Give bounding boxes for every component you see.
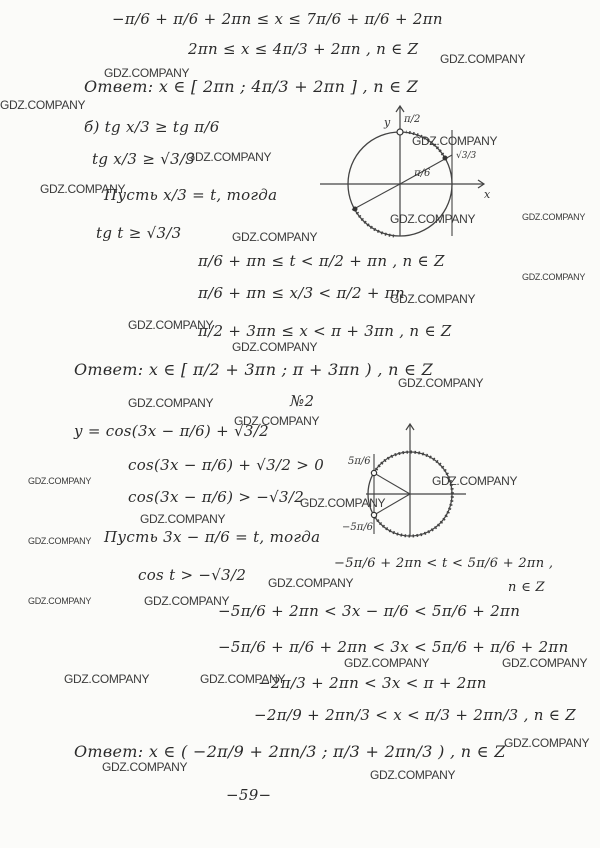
- ray-5pi6: [374, 473, 410, 494]
- watermark: GDZ.COMPANY: [232, 230, 318, 244]
- x-interval-2: −2π/9 + 2πn/3 < x < π/3 + 2πn/3 , n ∈ Z: [254, 706, 576, 724]
- inequality-line-1: −π/6 + π/6 + 2πn ≤ x ≤ 7π/6 + π/6 + 2πn: [112, 10, 443, 28]
- watermark: GDZ.COMPANY: [522, 272, 586, 282]
- watermark: GDZ.COMPANY: [268, 576, 354, 590]
- shaded-arc-lower: [355, 209, 394, 236]
- answer-2: Ответ: x ∈ ( −2π/9 + 2πn/3 ; π/3 + 2πn/3 ) , n ∈ Z: [74, 742, 506, 761]
- cos-inequality: cos(3x − π/6) > −√3/2: [128, 488, 305, 506]
- double-inequality-2: −5π/6 + π/6 + 2πn < 3x < 5π/6 + π/6 + 2πn: [218, 638, 569, 656]
- answer-b: Ответ: x ∈ [ π/2 + 3πn ; π + 3πn ) , n ∈ Z: [74, 360, 434, 379]
- task-number: №2: [290, 392, 315, 410]
- watermark: GDZ.COMPANY: [344, 656, 430, 670]
- watermark: GDZ.COMPANY: [128, 318, 214, 332]
- watermark: GDZ.COMPANY: [432, 474, 518, 488]
- watermark: GDZ.COMPANY: [64, 672, 150, 686]
- y-axis-label: y: [384, 116, 391, 129]
- point-pi2-open: [397, 129, 403, 135]
- watermark: GDZ.COMPANY: [128, 396, 214, 410]
- watermark: GDZ.COMPANY: [28, 476, 92, 486]
- point-7pi6: [353, 207, 358, 212]
- function-definition: y = cos(3x − π/6) + √3/2: [74, 422, 269, 440]
- point-neg5pi6-open: [371, 512, 376, 517]
- n-in-z: n ∈ Z: [508, 580, 545, 595]
- watermark: GDZ.COMPANY: [144, 594, 230, 608]
- domain-condition: cos(3x − π/6) + √3/2 > 0: [128, 456, 325, 474]
- sqrt3-label: √3/3: [456, 151, 477, 161]
- substitution-2: Пусть 3x − π/6 = t, тогда: [104, 528, 321, 546]
- watermark: GDZ.COMPANY: [232, 340, 318, 354]
- ray-7pi6: [352, 184, 400, 210]
- watermark: GDZ.COMPANY: [504, 736, 590, 750]
- watermark: GDZ.COMPANY: [40, 182, 126, 196]
- watermark: GDZ.COMPANY: [300, 496, 386, 510]
- answer-a: Ответ: x ∈ [ 2πn ; 4π/3 + 2πn ] , n ∈ Z: [84, 77, 419, 96]
- watermark: GDZ.COMPANY: [390, 292, 476, 306]
- watermark: GDZ.COMPANY: [28, 596, 92, 606]
- point-pi6: [443, 156, 448, 161]
- tg-inequality: tg x/3 ≥ √3/3: [92, 150, 196, 168]
- watermark: GDZ.COMPANY: [104, 66, 190, 80]
- double-inequality-1: −5π/6 + 2πn < 3x − π/6 < 5π/6 + 2πn: [218, 602, 521, 620]
- cos-t-inequality: cos t > −√3/2: [138, 566, 247, 584]
- double-inequality-3: −2π/3 + 2πn < 3x < π + 2πn: [258, 674, 487, 692]
- watermark: GDZ.COMPANY: [0, 98, 86, 112]
- watermark: GDZ.COMPANY: [234, 414, 320, 428]
- watermark: GDZ.COMPANY: [102, 760, 188, 774]
- point-5pi6-open: [371, 470, 376, 475]
- t-interval: π/6 + πn ≤ t < π/2 + πn , n ∈ Z: [198, 252, 445, 270]
- watermark: GDZ.COMPANY: [440, 52, 526, 66]
- watermark: GDZ.COMPANY: [398, 376, 484, 390]
- watermark: GDZ.COMPANY: [186, 150, 272, 164]
- watermark: GDZ.COMPANY: [390, 212, 476, 226]
- page-number: −59−: [226, 786, 272, 804]
- inequality-line-2: 2πn ≤ x ≤ 4π/3 + 2πn , n ∈ Z: [188, 40, 419, 58]
- pi2-label: π/2: [404, 114, 421, 125]
- x3-interval: π/6 + πn ≤ x/3 < π/2 + πn: [198, 284, 405, 302]
- watermark: GDZ.COMPANY: [140, 512, 226, 526]
- pi6-label: π/6: [414, 168, 431, 179]
- t-interval-2: −5π/6 + 2πn < t < 5π/6 + 2πn ,: [334, 556, 554, 571]
- label-5pi6: 5π/6: [348, 456, 371, 467]
- substitution-b: Пусть x/3 = t, тогда: [104, 186, 278, 204]
- watermark: GDZ.COMPANY: [502, 656, 588, 670]
- watermark: GDZ.COMPANY: [412, 134, 498, 148]
- label-neg5pi6: −5π/6: [342, 522, 374, 533]
- watermark: GDZ.COMPANY: [370, 768, 456, 782]
- watermark: GDZ.COMPANY: [522, 212, 586, 222]
- x-axis-label: x: [484, 188, 491, 201]
- watermark: GDZ.COMPANY: [200, 672, 286, 686]
- x-interval-b: π/2 + 3πn ≤ x < π + 3πn , n ∈ Z: [198, 322, 452, 340]
- tg-t-inequality: tg t ≥ √3/3: [96, 224, 182, 242]
- part-b-heading: б) tg x/3 ≥ tg π/6: [84, 118, 220, 136]
- watermark: GDZ.COMPANY: [28, 536, 92, 546]
